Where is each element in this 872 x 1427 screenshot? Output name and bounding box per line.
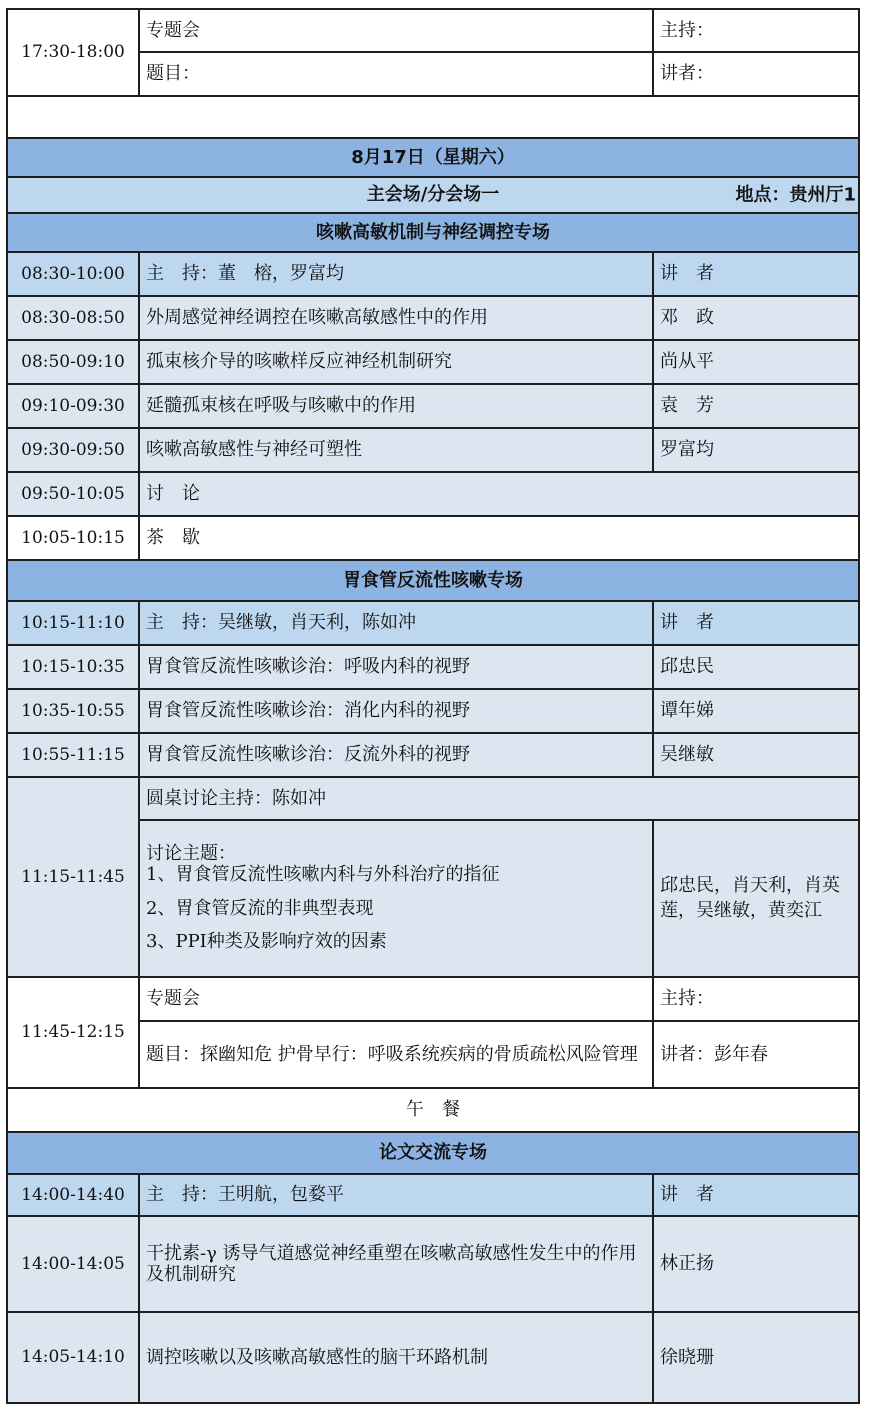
speaker-cell: 主持：	[653, 977, 859, 1021]
speaker-cell: 主持：	[653, 9, 859, 52]
time-cell: 09:50-10:05	[7, 472, 139, 516]
time-cell: 11:15-11:45	[7, 777, 139, 977]
roundtable-host-cell: 圆桌讨论主持：陈如冲	[139, 777, 859, 820]
break-row	[7, 516, 859, 560]
topic-cell: 调控咳嗽以及咳嗽高敏感性的脑干环路机制	[139, 1312, 653, 1403]
table-row	[7, 689, 859, 733]
themes-cell	[139, 820, 653, 977]
time-cell: 09:10-09:30	[7, 384, 139, 428]
table-row	[7, 733, 859, 777]
chair-cell: 主 持：王明航，包婺平	[139, 1174, 653, 1216]
speaker-cell: 邱忠民	[653, 645, 859, 689]
session-title: 胃食管反流性咳嗽专场	[7, 560, 859, 601]
roundtable-row	[7, 777, 859, 820]
speaker-cell: 尚从平	[653, 340, 859, 384]
time-cell: 08:50-09:10	[7, 340, 139, 384]
time-cell: 10:05-10:15	[7, 516, 139, 560]
theme-item: 1、胃食管反流性咳嗽内科与外科治疗的指征	[146, 864, 500, 886]
topic-cell: 题目：探幽知危 护骨早行：呼吸系统疾病的骨质疏松风险管理	[139, 1021, 653, 1088]
speaker-header-cell: 讲 者	[653, 1174, 859, 1216]
time-cell: 10:15-10:35	[7, 645, 139, 689]
topic-cell: 咳嗽高敏感性与神经可塑性	[139, 428, 653, 472]
time-cell: 09:30-09:50	[7, 428, 139, 472]
time-cell: 14:00-14:40	[7, 1174, 139, 1216]
discussion-cell: 讨 论	[139, 472, 859, 516]
time-cell: 10:55-11:15	[7, 733, 139, 777]
theme-item: 3、PPI种类及影响疗效的因素	[146, 930, 387, 952]
speaker-cell: 林正扬	[653, 1216, 859, 1312]
time-cell: 14:00-14:05	[7, 1216, 139, 1312]
venue-name: 主会场/分会场一	[366, 184, 500, 206]
topic-cell: 专题会	[139, 9, 653, 52]
speaker-cell: 徐晓珊	[653, 1312, 859, 1403]
session-title: 咳嗽高敏机制与神经调控专场	[7, 213, 859, 252]
time-cell: 10:15-11:10	[7, 601, 139, 645]
topic-cell: 延髓孤束核在呼吸与咳嗽中的作用	[139, 384, 653, 428]
chair-row	[7, 601, 859, 645]
time-cell: 08:30-08:50	[7, 296, 139, 340]
speaker-cell: 邓 政	[653, 296, 859, 340]
topic-cell: 干扰素-γ 诱导气道感觉神经重塑在咳嗽高敏感性发生中的作用及机制研究	[139, 1216, 653, 1312]
roundtable-speakers-cell: 邱忠民，肖天利，肖英莲，吴继敏，黄奕江	[653, 820, 859, 977]
theme-label: 讨论主题：	[146, 843, 236, 865]
time-cell: 11:45-12:15	[7, 977, 139, 1088]
chair-row	[7, 1174, 859, 1216]
day-header-row	[7, 138, 859, 177]
discussion-row	[7, 472, 859, 516]
topic-cell: 胃食管反流性咳嗽诊治：反流外科的视野	[139, 733, 653, 777]
table-row	[7, 384, 859, 428]
session-title-row	[7, 213, 859, 252]
topic-cell: 专题会	[139, 977, 653, 1021]
table-row	[7, 645, 859, 689]
speaker-cell: 袁 芳	[653, 384, 859, 428]
session-title-row	[7, 1132, 859, 1174]
schedule-table	[6, 8, 860, 1404]
speaker-cell: 吴继敏	[653, 733, 859, 777]
spacer-row	[7, 96, 859, 138]
speaker-cell: 讲者：彭年春	[653, 1021, 859, 1088]
topic-cell: 外周感觉神经调控在咳嗽高敏感性中的作用	[139, 296, 653, 340]
table-row	[7, 1312, 859, 1403]
time-cell: 17:30-18:00	[7, 9, 139, 96]
lunch-row	[7, 1088, 859, 1132]
venue-location: 地点：贵州厅1	[735, 184, 856, 206]
table-row	[7, 296, 859, 340]
venue-header	[7, 177, 859, 213]
chair-cell: 主 持：董 榕，罗富均	[139, 252, 653, 296]
topic-cell: 胃食管反流性咳嗽诊治：消化内科的视野	[139, 689, 653, 733]
session-title: 论文交流专场	[7, 1132, 859, 1174]
day-header: 8月17日（星期六）	[7, 138, 859, 177]
speaker-cell: 罗富均	[653, 428, 859, 472]
topic-cell: 题目：	[139, 52, 653, 96]
topic-cell: 胃食管反流性咳嗽诊治：呼吸内科的视野	[139, 645, 653, 689]
chair-cell: 主 持：吴继敏，肖天利，陈如冲	[139, 601, 653, 645]
time-cell: 08:30-10:00	[7, 252, 139, 296]
speaker-header-cell: 讲 者	[653, 601, 859, 645]
time-cell: 10:35-10:55	[7, 689, 139, 733]
table-row	[7, 340, 859, 384]
table-row	[7, 1216, 859, 1312]
chair-row	[7, 252, 859, 296]
empty-cell	[7, 96, 859, 138]
speaker-cell: 谭年娣	[653, 689, 859, 733]
break-cell: 茶 歇	[139, 516, 859, 560]
table-row	[7, 977, 859, 1021]
venue-row	[7, 177, 859, 213]
table-row	[7, 428, 859, 472]
time-cell: 14:05-14:10	[7, 1312, 139, 1403]
table-row	[7, 9, 859, 52]
speaker-header-cell: 讲 者	[653, 252, 859, 296]
theme-item: 2、胃食管反流的非典型表现	[146, 897, 374, 919]
session-title-row	[7, 560, 859, 601]
speaker-cell: 讲者：	[653, 52, 859, 96]
lunch-cell: 午 餐	[7, 1088, 859, 1132]
topic-cell: 孤束核介导的咳嗽样反应神经机制研究	[139, 340, 653, 384]
